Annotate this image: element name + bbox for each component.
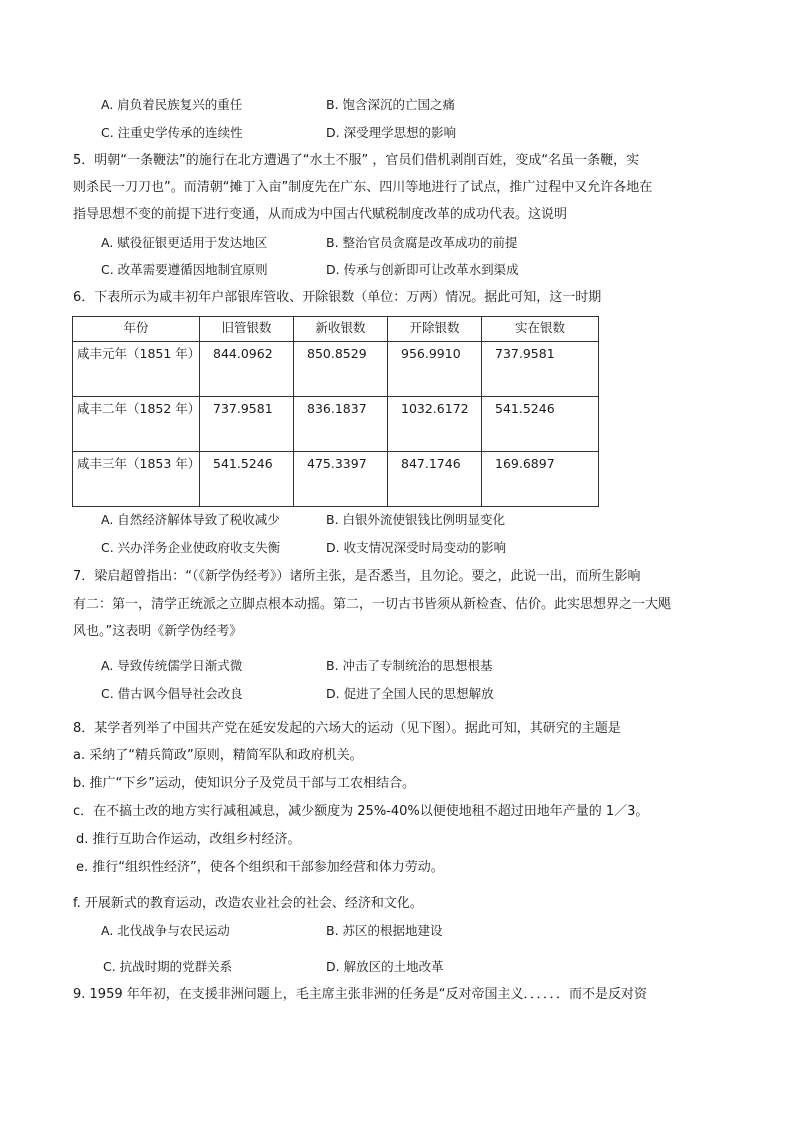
- q6-option-b: B. 白银外流使银钱比例明显变化: [326, 512, 506, 527]
- table-cell-year: 咸丰三年（1853 年）: [73, 452, 200, 507]
- table-header: 年份: [73, 317, 200, 342]
- table-header: 开除银数: [388, 317, 482, 342]
- table-row: [73, 452, 599, 507]
- q7-option-b: B. 冲击了专制统治的思想根基: [326, 658, 493, 673]
- table-header-row: [73, 317, 599, 342]
- table-cell: 475.3397: [294, 452, 388, 507]
- table-header: 新收银数: [294, 317, 388, 342]
- q8-option-b: B. 苏区的根据地建设: [326, 923, 443, 938]
- table-cell: 847.1746: [388, 452, 482, 507]
- q7-option-c: C. 借古讽今倡导社会改良: [101, 686, 243, 701]
- q8-option-d: D. 解放区的土地改革: [326, 959, 444, 974]
- q8-item-c: c．在不搞土改的地方实行减租减息，减少额度为 25%-40%以便使地租不超过田地年产量的 1／3。: [73, 804, 649, 819]
- table-row: [73, 342, 599, 397]
- q5-option-c: C. 改革需要遵循因地制宜原则: [101, 262, 268, 277]
- q5-stem-line-3: 指导思想不变的前提下进行变通，从而成为中国古代赋税制度改革的成功代表。这说明: [73, 207, 568, 222]
- table-cell: 541.5246: [482, 397, 599, 452]
- q5-option-a: A. 赋役征银更适用于发达地区: [101, 235, 268, 250]
- table-cell: 541.5246: [200, 452, 294, 507]
- table-cell: 956.9910: [388, 342, 482, 397]
- q7-stem-line-1: 7．梁启超曾指出：“（《新学伪经考》）诸所主张，是否悉当，且勿论。要之，此说一出，而所生影响: [73, 569, 641, 584]
- table-cell-year: 咸丰二年（1852 年）: [73, 397, 200, 452]
- q7-option-a: A. 导致传统儒学日渐式微: [101, 658, 243, 673]
- q7-stem-line-3: 风也。”这表明《新学伪经考》: [73, 624, 243, 639]
- q5-stem-line-1: 5．明朝“一条鞭法”的施行在北方遭遇了“水土不服” ，官员们借机剥削百姓，变成“名虽一条鞭，实: [73, 153, 640, 168]
- q8-stem: 8．某学者列举了中国共产党在延安发起的六场大的运动（见下图）。据此可知，其研究的主题是: [73, 721, 621, 736]
- q7-option-d: D. 促进了全国人民的思想解放: [326, 686, 494, 701]
- table-cell: 836.1837: [294, 397, 388, 452]
- table-cell: 844.0962: [200, 342, 294, 397]
- q9-stem: 9. 1959 年年初，在支援非洲问题上，毛主席主张非洲的任务是“反对帝国主义．．．．．．而不是反对资: [73, 987, 647, 1002]
- q5-stem-line-2: 则杀民一刀刀也”。而清朝“摊丁入亩”制度先在广东、四川等地进行了试点，推广过程中又允许各地在: [73, 180, 653, 195]
- q8-item-d: d. 推行互助合作运动，改组乡村经济。: [76, 832, 301, 847]
- table-row: [73, 397, 599, 452]
- q6-option-c: C. 兴办洋务企业使政府收支失衡: [101, 540, 281, 555]
- q6-option-a: A. 自然经济解体导致了税收减少: [101, 512, 280, 527]
- q8-item-b: b. 推广“下乡”运动，使知识分子及党员干部与工农相结合。: [73, 776, 415, 791]
- q6-stem: 6．下表所示为咸丰初年户部银库管收、开除银数（单位：万两）情况。据此可知，这一时期: [73, 290, 602, 305]
- q6-option-d: D. 收支情况深受时局变动的影响: [326, 540, 507, 555]
- q8-option-c: C. 抗战时期的党群关系: [103, 959, 233, 974]
- q5-option-d: D. 传承与创新即可让改革水到渠成: [326, 262, 519, 277]
- q8-item-f: f. 开展新式的教育运动，改造农业社会的社会、经济和文化。: [73, 896, 423, 911]
- q8-item-e: e. 推行“组织性经济”，使各个组织和干部参加经营和体力劳动。: [76, 860, 444, 875]
- table-cell: 169.6897: [482, 452, 599, 507]
- q8-item-a: a. 采纳了“精兵简政”原则，精简军队和政府机关。: [73, 748, 363, 763]
- q7-stem-line-2: 有二：第一，清学正统派之立脚点根本动摇。第二，一切古书皆须从新检查、估价。此实思想界之一大飓: [73, 597, 672, 612]
- table-header: 旧管银数: [200, 317, 294, 342]
- table-cell: 737.9581: [482, 342, 599, 397]
- table-cell: 850.8529: [294, 342, 388, 397]
- silver-treasury-table: [72, 316, 599, 507]
- q4-option-c: C. 注重史学传承的连续性: [101, 125, 243, 140]
- table-cell: 737.9581: [200, 397, 294, 452]
- table-cell: 1032.6172: [388, 397, 482, 452]
- table-header: 实在银数: [482, 317, 599, 342]
- q4-option-a: A. 肩负着民族复兴的重任: [101, 97, 243, 112]
- q4-option-d: D. 深受理学思想的影响: [326, 125, 457, 140]
- q8-option-a: A. 北伐战争与农民运动: [101, 923, 230, 938]
- table-cell-year: 咸丰元年（1851 年）: [73, 342, 200, 397]
- q4-option-b: B. 饱含深沉的亡国之痛: [326, 97, 456, 112]
- q5-option-b: B. 整治官员贪腐是改革成功的前提: [326, 235, 518, 250]
